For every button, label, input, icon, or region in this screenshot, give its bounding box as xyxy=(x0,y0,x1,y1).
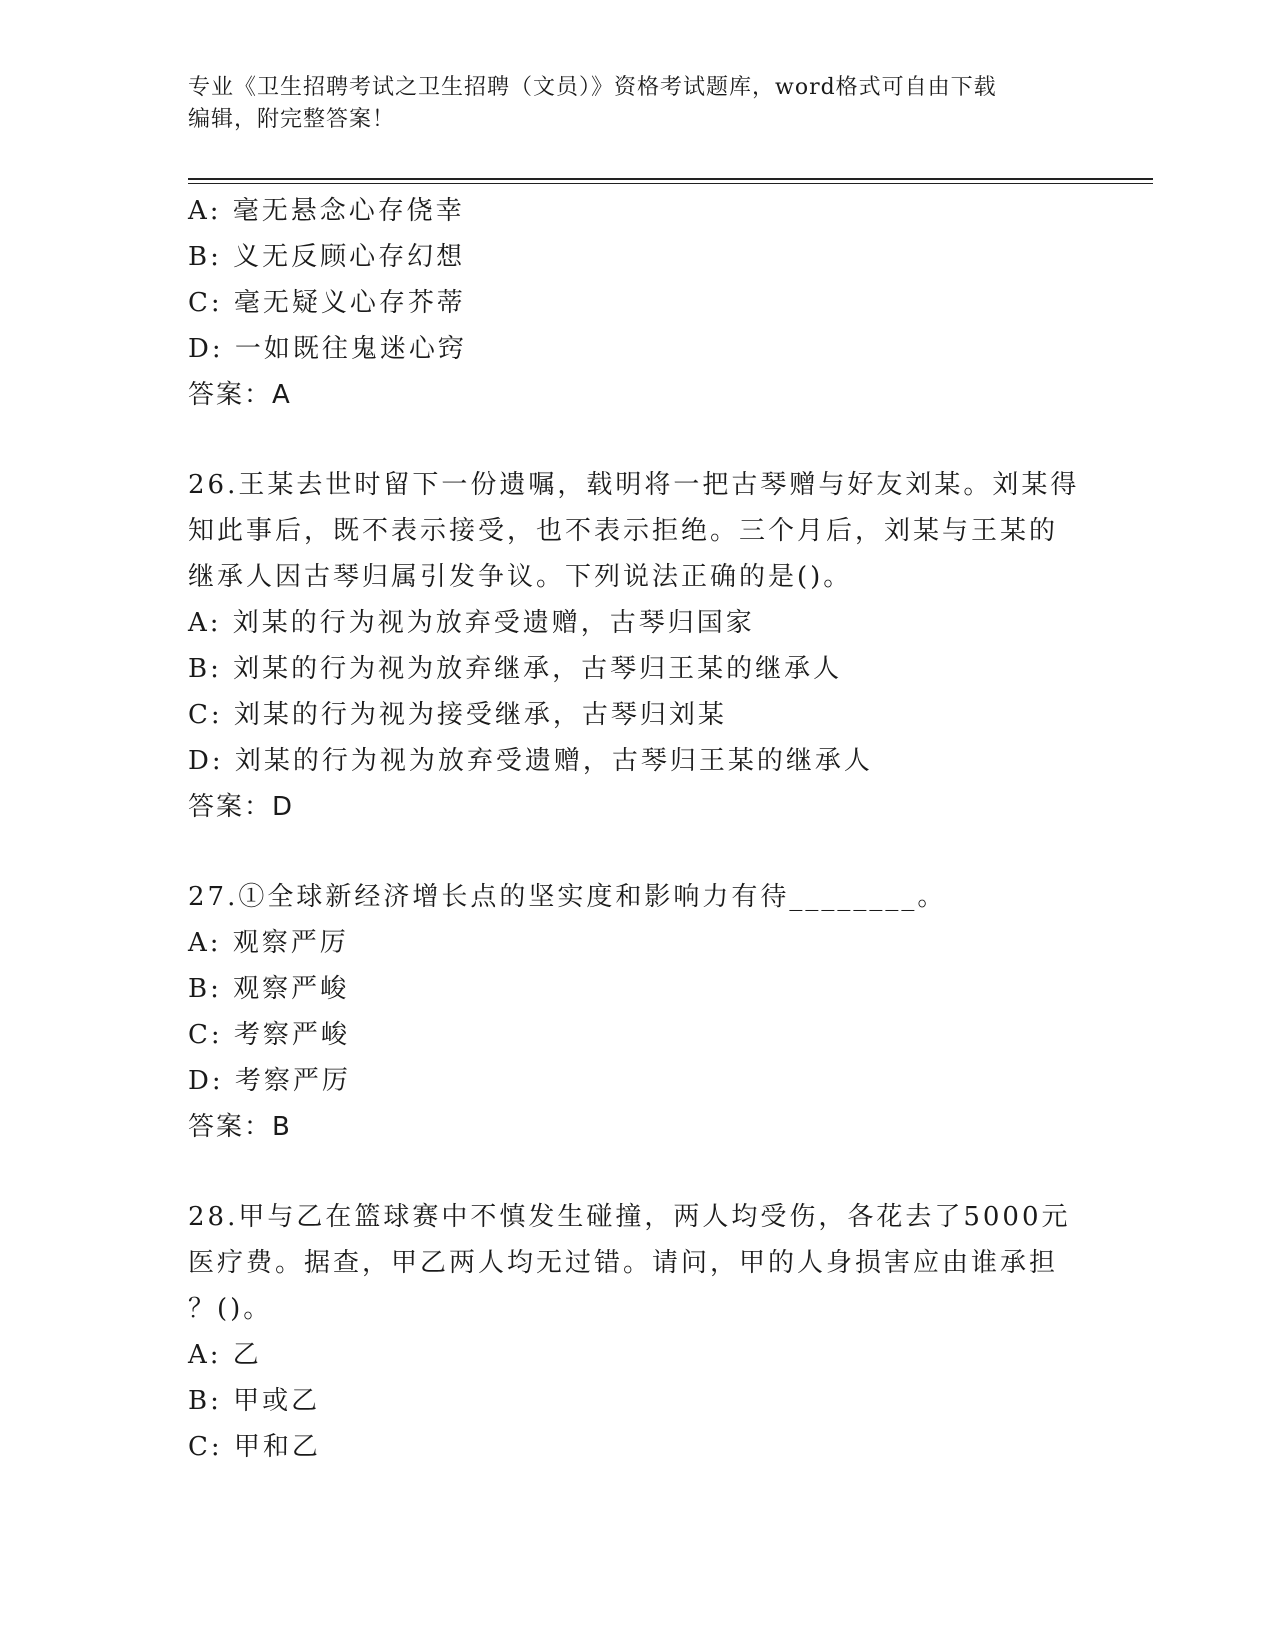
question-26-block xyxy=(188,462,1088,830)
option-b: B: 刘某的行为视为放弃继承，古琴归王某的继承人 xyxy=(188,654,843,684)
header-rule-thick xyxy=(188,178,1153,180)
option-d: D: 考察严厉 xyxy=(188,1066,351,1096)
header-line-1: 专业《卫生招聘考试之卫生招聘（文员）》资格考试题库，word格式可自由下载 xyxy=(188,75,997,100)
header-rule-thin xyxy=(188,183,1153,184)
option-b: B: 甲或乙 xyxy=(188,1386,321,1416)
answer-line: 答案：A xyxy=(188,380,292,410)
option-d: D: 刘某的行为视为放弃受遗赠，古琴归王某的继承人 xyxy=(188,746,873,776)
option-c: C: 考察严峻 xyxy=(188,1020,350,1050)
option-d: D: 一如既往鬼迷心窍 xyxy=(188,334,467,364)
option-a: A: 刘某的行为视为放弃受遗赠，古琴归国家 xyxy=(188,608,755,638)
question-text-line: ？()。 xyxy=(188,1294,273,1324)
question-text-line: 26.王某去世时留下一份遗嘱，载明将一把古琴赠与好友刘某。刘某得 xyxy=(188,470,1080,500)
question-content xyxy=(188,188,1088,1470)
option-b: B: 义无反顾心存幻想 xyxy=(188,242,466,272)
option-b: B: 观察严峻 xyxy=(188,974,350,1004)
question-text-line: 知此事后，既不表示接受，也不表示拒绝。三个月后，刘某与王某的 xyxy=(188,516,1059,546)
answer-line: 答案：D xyxy=(188,792,295,822)
answer-line: 答案：B xyxy=(188,1112,292,1142)
question-28-block xyxy=(188,1194,1088,1470)
question-text-line: 28.甲与乙在篮球赛中不慎发生碰撞，两人均受伤，各花去了5000元 xyxy=(188,1202,1071,1232)
question-27-block xyxy=(188,874,1088,1150)
header-line-2: 编辑，附完整答案！ xyxy=(188,107,396,132)
option-a: A: 乙 xyxy=(188,1340,262,1370)
option-a: A: 观察严厉 xyxy=(188,928,349,958)
question-25-block xyxy=(188,188,1088,418)
option-c: C: 刘某的行为视为接受继承，古琴归刘某 xyxy=(188,700,727,730)
option-c: C: 毫无疑义心存芥蒂 xyxy=(188,288,466,318)
question-text-line: 医疗费。据查，甲乙两人均无过错。请问，甲的人身损害应由谁承担 xyxy=(188,1248,1059,1278)
question-text-line: 继承人因古琴归属引发争议。下列说法正确的是()。 xyxy=(188,562,853,592)
option-a: A: 毫无悬念心存侥幸 xyxy=(188,196,465,226)
document-header xyxy=(188,72,1088,136)
question-text-line: 27.①全球新经济增长点的坚实度和影响力有待________。 xyxy=(188,882,947,912)
option-c: C: 甲和乙 xyxy=(188,1432,321,1462)
